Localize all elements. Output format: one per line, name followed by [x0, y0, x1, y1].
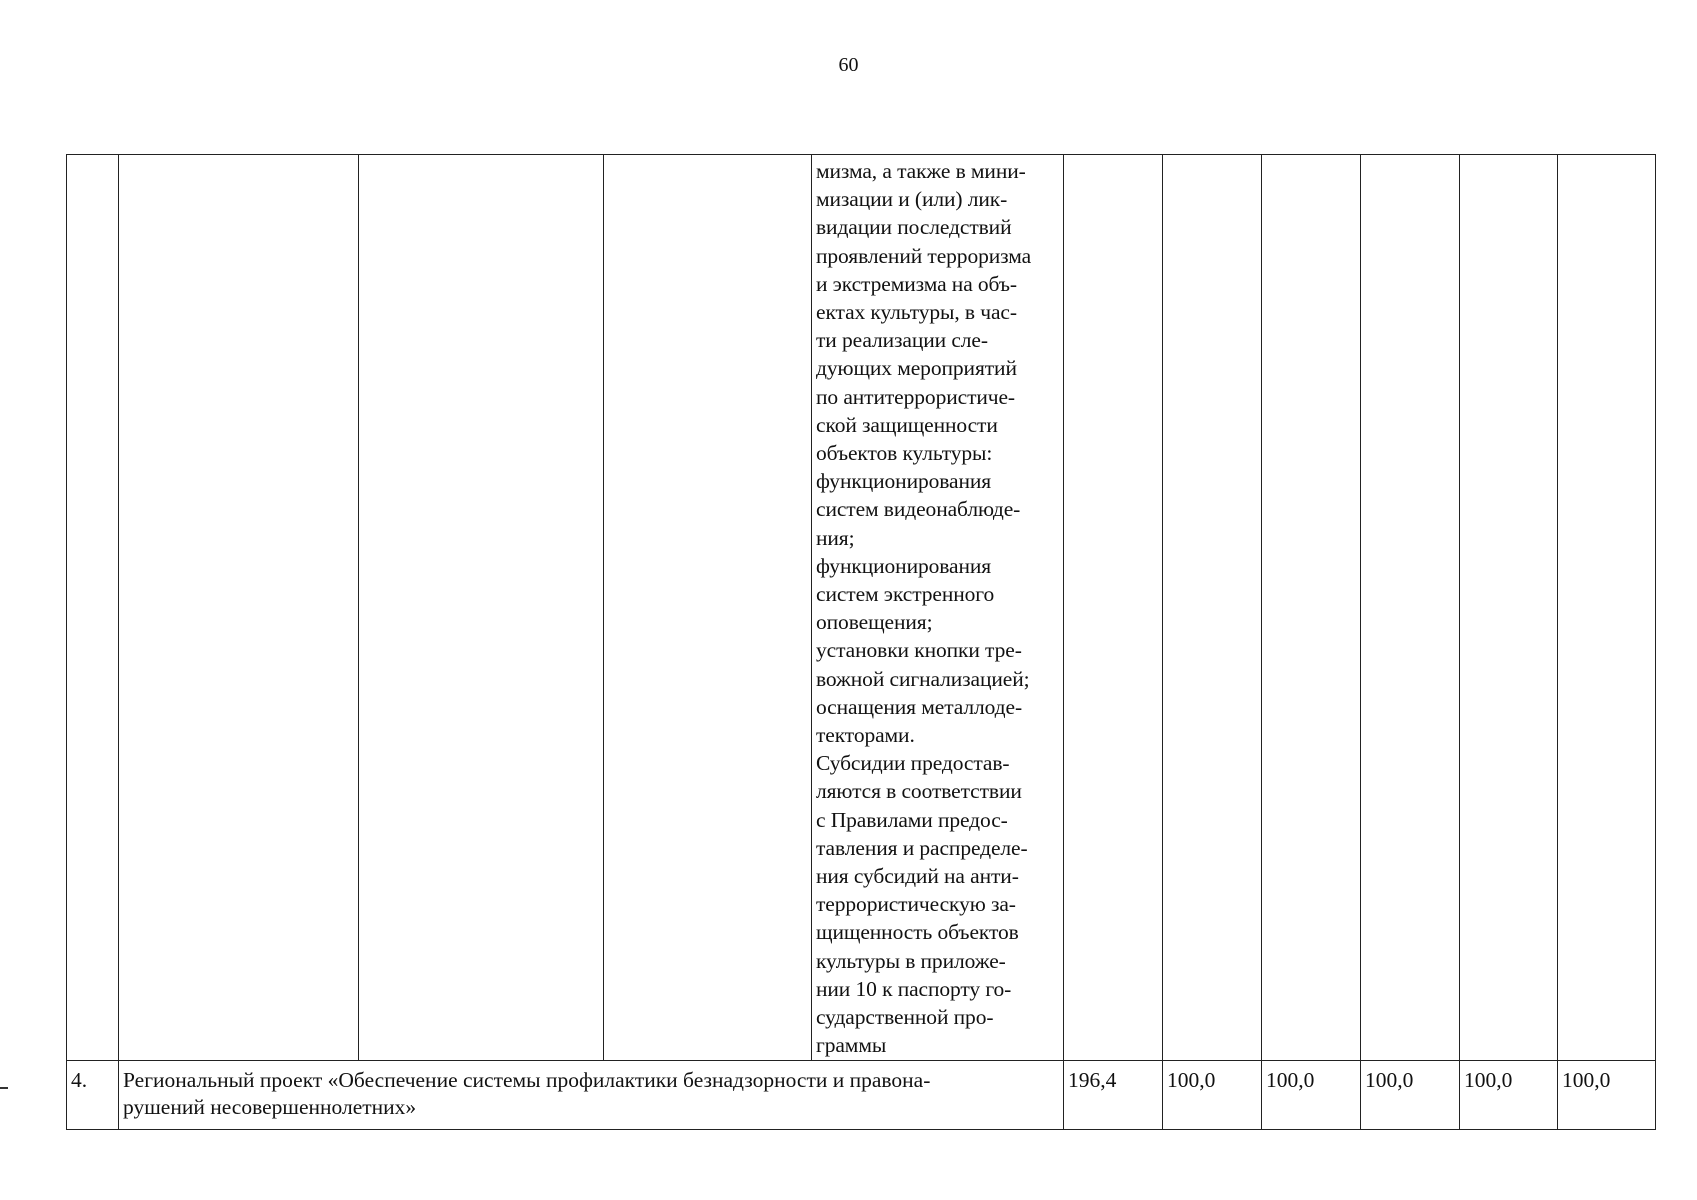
cell-value-4 — [1361, 155, 1460, 1061]
cell-value-6 — [1558, 155, 1656, 1061]
cell-value-1 — [1064, 155, 1163, 1061]
cell-executor — [359, 155, 604, 1061]
table-row-project — [67, 1060, 1656, 1129]
table-row-continued — [67, 155, 1656, 1061]
project-value-4: 100,0 — [1361, 1060, 1460, 1129]
project-value-3: 100,0 — [1262, 1060, 1361, 1129]
cell-participant — [604, 155, 812, 1061]
cell-number — [67, 155, 119, 1061]
project-value-5: 100,0 — [1460, 1060, 1558, 1129]
program-table — [66, 154, 1656, 1130]
cell-name — [119, 155, 359, 1061]
cell-description — [812, 155, 1064, 1061]
cell-value-5 — [1460, 155, 1558, 1061]
page-number: 60 — [838, 54, 859, 76]
project-value-1: 196,4 — [1064, 1060, 1163, 1129]
project-value-2: 100,0 — [1163, 1060, 1262, 1129]
description-text: мизма, а также в мини- мизации и (или) лик- видации последствий проявлений терроризма и экстремизма на объ- ектах культуры, в час- ти реализации сле- дующих мероприятий по антитеррористиче- ской защищенности объектов культуры: функционирования систем видеонаблюде- ния; функционирования систем экстренного оповещения; установки кнопки тре- вожной сигнализацией; оснащения металлоде- текторами. Субсидии предостав- ляются в соответствии с Правилами предос- тавления и распределе- ния субсидий на анти- террористическую за- щищенность объектов культуры в приложе- нии 10 к паспорту го- сударственной про- граммы — [816, 159, 1032, 1058]
project-number: 4. — [67, 1060, 119, 1129]
project-title: Региональный проект «Обеспечение системы профилактики безнадзорности и правона- рушений несовершеннолетних» — [119, 1060, 1064, 1129]
project-value-6: 100,0 — [1558, 1060, 1656, 1129]
scan-edge-mark — [0, 1087, 8, 1089]
cell-value-3 — [1262, 155, 1361, 1061]
cell-value-2 — [1163, 155, 1262, 1061]
